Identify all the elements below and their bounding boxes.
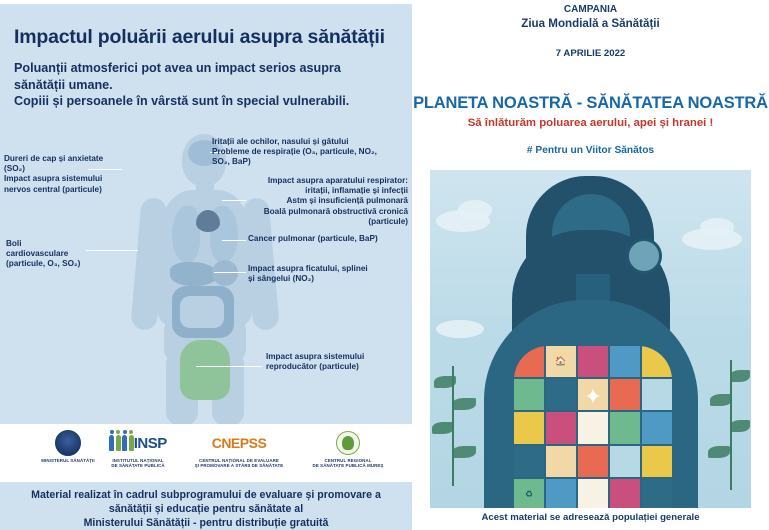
star-icon: ✦ xyxy=(583,384,603,409)
leaf-icon-6 xyxy=(710,394,732,406)
leader-line-reproductive xyxy=(196,366,262,367)
quilt-tile xyxy=(642,446,672,477)
cloud-icon-2 xyxy=(458,200,492,220)
left-panel-body xyxy=(0,4,412,424)
quilt-tile xyxy=(546,446,576,477)
logo-caption-crsp: CENTRUL REGIONAL DE SĂNĂTATE PUBLICĂ MUREȘ xyxy=(312,458,384,469)
campaign-date: 7 APRILIE 2022 xyxy=(555,48,626,59)
logo-caption-insp: INSTITUTUL NAȚIONAL DE SĂNĂTATE PUBLICĂ xyxy=(111,458,165,469)
callout-eyes: Iritații ale ochilor, nasului și gâtului Probleme de respirație (O₃, particule, NO₂, SO₂, BaP) xyxy=(212,137,377,167)
left-footer-line-1: Material realizat în cadrul subprogramului de evaluare și promovare a xyxy=(31,489,381,501)
logo-ministerul-sanatatii xyxy=(30,430,106,463)
leaf-icon-2 xyxy=(452,398,476,410)
quilt-tile xyxy=(546,379,576,410)
quilt-tile xyxy=(578,446,608,477)
quilt-tile xyxy=(610,379,640,410)
callout-cardio: Boli cardiovasculare (particule, O₃, SO₂) xyxy=(6,239,81,269)
institution-logos-strip xyxy=(0,424,412,482)
intestines-inner-icon xyxy=(180,296,224,328)
left-infographic-panel xyxy=(0,4,412,530)
reproductive-system-icon xyxy=(180,340,230,400)
quilt-tile xyxy=(610,346,640,377)
quilt-tile xyxy=(642,412,672,443)
cnepss-text-mark: CNEPSS xyxy=(211,435,267,451)
quilt-tile xyxy=(578,412,608,443)
quilt-tile xyxy=(546,412,576,443)
callout-liver: Impact asupra ficatului, splinei și sângelui (NO₂) xyxy=(248,264,368,284)
leaf-icon-1 xyxy=(434,376,456,388)
crsp-leaf-icon xyxy=(300,430,396,456)
cloud-icon-5 xyxy=(436,320,484,338)
left-footer xyxy=(0,482,412,530)
people-group-icon xyxy=(109,435,134,451)
quilt-tile xyxy=(514,379,544,410)
quilt-tile xyxy=(642,479,672,508)
insp-text-mark: INSP xyxy=(133,434,167,452)
intro-line-1: Poluanții atmosferici pot avea un impact serios asupra xyxy=(14,61,341,75)
callout-head: Dureri de cap și anxietate (SO₂) Impact asupra sistemului nervos central (particule) xyxy=(4,154,104,194)
leaf-icon-4 xyxy=(452,446,476,458)
quilt-tile xyxy=(546,479,576,508)
heart-icon xyxy=(196,210,220,232)
logo-insp xyxy=(96,430,180,469)
stomach-icon xyxy=(212,260,238,286)
campaign-event-title: Ziua Mondială a Sănătății xyxy=(521,17,660,30)
left-panel-title: Impactul poluării aerului asupra sănătății xyxy=(14,26,385,48)
logo-caption-cnepss: CENTRUL NAȚIONAL DE EVALUARE ȘI PROMOVARE A STĂRII DE SĂNĂTATE xyxy=(194,458,284,469)
intro-line-3: Copiii și persoanele în vârstă sunt în special vulnerabili. xyxy=(14,94,350,108)
quilt-tile xyxy=(610,479,640,508)
cnepss-wordmark-icon xyxy=(176,430,302,456)
right-footer-text: Acest material se adresează populației generale xyxy=(481,512,700,523)
callout-reproductive: Impact asupra sistemului reproducător (particule) xyxy=(266,352,365,372)
leaf-icon-3 xyxy=(432,422,454,434)
logo-caption-ministerul: MINISTERUL SĂNĂTĂȚII xyxy=(41,458,95,463)
cloud-icon-4 xyxy=(700,218,734,236)
intro-line-2: sănătății umane. xyxy=(14,77,113,92)
quilt-tile xyxy=(610,412,640,443)
quilt-grid xyxy=(514,346,672,508)
quilt-tile xyxy=(610,446,640,477)
quilt-tile xyxy=(578,346,608,377)
earring-icon xyxy=(626,238,662,274)
quilt-tile xyxy=(514,412,544,443)
woman-with-patchwork-quilt-illustration xyxy=(430,170,751,508)
insp-wordmark-icon xyxy=(96,430,180,456)
left-footer-text xyxy=(0,488,412,530)
left-footer-line-2: sănătății și educație pentru sănătate al xyxy=(108,503,304,515)
callout-respiratory: Impact asupra aparatului respirator: iritații, inflamație și infecții Astm și insuficiență pulmonară Boală pulmonară obstructivă cronică (particule) xyxy=(263,176,408,226)
quilt-tile: ♻ xyxy=(514,479,544,508)
right-campaign-panel xyxy=(412,0,769,530)
left-footer-line-3: Ministerului Sănătății - pentru distribuție gratuită xyxy=(83,517,329,529)
campaign-hashtag: # Pentru un Viitor Sănătos xyxy=(526,145,655,156)
quilt-tile xyxy=(578,479,608,508)
quilt-tile xyxy=(514,446,544,477)
callout-lung-cancer: Cancer pulmonar (particule, BaP) xyxy=(248,234,378,243)
leaf-icon-5 xyxy=(730,370,750,382)
leaf-icon-7 xyxy=(730,420,750,432)
logo-crsp-mures xyxy=(300,430,396,469)
left-panel-intro xyxy=(14,60,394,110)
ministry-crest-icon xyxy=(30,430,106,456)
campaign-subheadline: Să înlăturăm poluarea aerului, apei și hranei ! xyxy=(467,117,714,129)
leader-line-liver xyxy=(214,272,246,273)
campaign-headline: PLANETA NOASTRĂ - SĂNĂTATEA NOASTRĂ xyxy=(413,94,768,112)
campaign-label: CAMPANIA xyxy=(563,4,618,15)
leaf-icon-8 xyxy=(708,446,730,458)
quilt-tile: 🏠 xyxy=(546,346,576,377)
quilt-tile xyxy=(642,379,672,410)
liver-icon xyxy=(170,262,218,286)
leader-line-lung-cancer xyxy=(222,240,246,241)
logo-cnepss xyxy=(176,430,302,469)
left-lung-icon xyxy=(172,206,200,262)
